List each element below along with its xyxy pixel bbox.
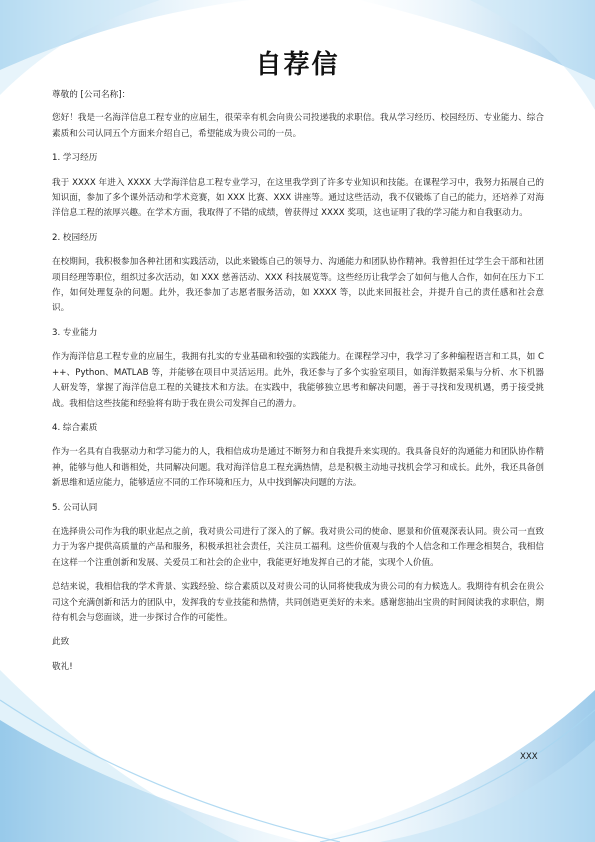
section-text-company: 在选择贵公司作为我的职业起点之前，我对贵公司进行了深入的了解。我对贵公司的使命、愿景和价值观深表认同。贵公司一直致力于为客户提供高质量的产品和服务，积极承担社会责任，关注员工福利。这些价值观与我的个人信念和工作理念相契合，我相信在这样一个注重创新和发展、关爱员工和社会的企业中，我能更好地发挥自己的才能，实现个人价值。 — [52, 526, 544, 568]
section-heading-study: 1. 学习经历 — [52, 153, 98, 164]
section-heading-quality: 4. 综合素质 — [52, 422, 98, 433]
section-text-quality: 作为一名具有自我驱动力和学习能力的人，我相信成功是通过不断努力和自我提升来实现的。我具备良好的沟通能力和团队协作精神，能够与他人和谐相处，共同解决问题。我对海洋信息工程充满热情，总是积极主动地寻找机会学习和成长。此外，我还具备创新思维和适应能力，能够适应不同的工作环境和压力，从中找到解决问题的方法。 — [52, 447, 544, 489]
conclusion-paragraph: 总结来说，我相信我的学术背景、实践经验、综合素质以及对贵公司的认同将使我成为贵公司的有力候选人。我期待有机会在贵公司这个充满创新和活力的团队中，发挥我的专业技能和热情，共同创造更美好的未来。感谢您抽出宝贵的时间阅读我的求职信，期待有机会与您面谈，进一步探讨合作的可能性。 — [52, 582, 544, 623]
salutation: 尊敬的 [公司名称]： — [52, 90, 131, 100]
section-heading-campus: 2. 校园经历 — [52, 232, 98, 243]
closing-line-2: 敬礼! — [52, 661, 73, 672]
letter-body — [52, 88, 544, 675]
section-heading-company: 5. 公司认同 — [52, 502, 98, 513]
section-text-campus: 在校期间，我积极参加各种社团和实践活动，以此来锻炼自己的领导力、沟通能力和团队协作精神。我曾担任过学生会干部和社团项目经理等职位，组织过多次活动，如 XXX 慈善活动、XXX 科技展览等。这些经历让我学会了如何与他人合作，如何在压力下工作，如何处理复杂的问题。此外，我还参加了志愿者服务活动，如 XXXX 等，以此来回报社会，并提升自己的责任感和社会意识。 — [52, 257, 544, 314]
section-text-study: 我于 XXXX 年进入 XXXX 大学海洋信息工程专业学习，在这里我学到了许多专业知识和技能。在课程学习中，我努力拓展自己的知识面，参加了多个课外活动和学术竞赛，如 XXX 比赛、XXX 讲座等。通过这些活动，我不仅锻炼了自己的能力，还培养了对海洋信息工程的浓厚兴趣。在学术方面，我取得了不错的成绩，曾获得过 XXXX 奖项，这也证明了我的学习能力和自我驱动力。 — [52, 177, 544, 219]
signature: XXX — [520, 752, 538, 762]
section-heading-skills: 3. 专业能力 — [52, 327, 98, 338]
closing-line-1: 此致 — [52, 637, 70, 648]
page-title: 自荐信 — [255, 50, 340, 80]
intro-paragraph: 您好！我是一名海洋信息工程专业的应届生，很荣幸有机会向贵公司投递我的求职信。我从学习经历、校园经历、专业能力、综合素质和公司认同五个方面来介绍自己，希望能成为贵公司的一员。 — [52, 113, 544, 139]
section-text-skills: 作为海洋信息工程专业的应届生，我拥有扎实的专业基础和较强的实践能力。在课程学习中，我学习了多种编程语言和工具，如 C++、Python、MATLAB 等，并能够在项目中灵活运用。此外，我还参与了多个实验室项目，如海洋数据采集与分析、水下机器人研发等，掌握了海洋信息工程的关键技术和方法。在实践中，我能够独立思考和解决问题，善于寻找和发现机遇，勇于接受挑战。我相信这些技能和经验将有助于我在贵公司发挥自己的潜力。 — [52, 352, 544, 409]
